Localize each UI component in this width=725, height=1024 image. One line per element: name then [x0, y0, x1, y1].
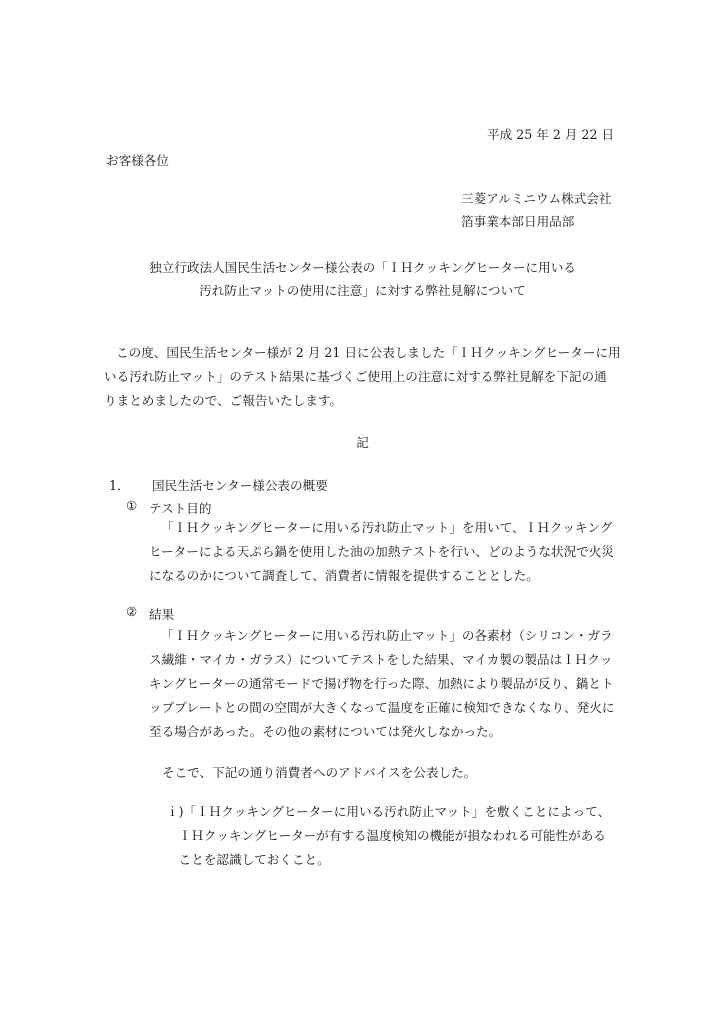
advice-line: ことを認識しておくこと。	[166, 852, 330, 867]
item-line: 「ＩＨクッキングヒーターに用いる汚れ防止マット」の各素材（シリコン・ガラ	[161, 628, 613, 643]
item-line: ス繊維・マイカ・ガラス）についてテストをした結果、マイカ製の製品はＩＨクッ	[149, 652, 613, 667]
item-line: ヒーターによる天ぷら鍋を使用した油の加熱テストを行い、どのような状況で火災	[149, 544, 614, 559]
intro-line: りまとめましたので、ご報告いたします。	[104, 393, 343, 408]
document-title-line-1: 独立行政法人国民生活センター様公表の「ＩＨクッキングヒーターに用いる	[149, 260, 576, 275]
item-paragraph	[149, 624, 629, 744]
section-number: 1．	[109, 478, 130, 493]
intro-line: この度、国民生活センター様が 2 月 21 日に公表しました「ＩＨクッキングヒーターに用	[116, 345, 621, 360]
item-line: 至る場合があった。その他の素材については発火しなかった。	[149, 724, 502, 739]
item-label: 結果	[149, 607, 175, 622]
document-title-line-2: 汚れ防止マットの使用に注意」に対する弊社見解について	[199, 283, 526, 298]
recipient: お客様各位	[106, 153, 169, 168]
item-line: 「ＩＨクッキングヒーターに用いる汚れ防止マット」を用いて、ＩＨクッキング	[161, 520, 613, 535]
advice-intro: そこで、下記の通り消費者へのアドバイスを公表した。	[162, 765, 477, 780]
intro-line: いる汚れ防止マット」のテスト結果に基づくご使用上の注意に対する弊社見解を下記の通	[104, 369, 607, 384]
item-line: ッププレートとの間の空間が大きくなって温度を正確に検知できなくなり、発火に	[149, 700, 615, 715]
advice-line: ＩＨクッキングヒーターが有する温度検知の機能が損なわれる可能性がある	[166, 828, 606, 843]
item-paragraph	[149, 516, 629, 588]
item-marker: ②	[126, 604, 138, 619]
department-name: 箔事業本部日用品部	[461, 214, 575, 229]
item-line: になるのかについて調査して、消費者に情報を提供することとした。	[149, 568, 539, 583]
document-date: 平成 25 年 2 月 22 日	[487, 127, 615, 142]
section-title: 国民生活センター様公表の概要	[152, 478, 328, 493]
item-marker: ①	[126, 498, 138, 513]
intro-paragraph	[104, 341, 634, 413]
company-name: 三菱アルミニウム株式会社	[461, 191, 612, 206]
ki-heading: 記	[356, 435, 369, 450]
advice-line: ｉ)「ＩＨクッキングヒーターに用いる汚れ防止マット」を敷くことによって、	[166, 804, 611, 819]
advice-item	[166, 800, 626, 872]
item-line: キングヒーターの通常モードで揚げ物を行った際、加熱により製品が反り、鍋とト	[149, 676, 614, 691]
item-label: テスト目的	[149, 501, 212, 516]
